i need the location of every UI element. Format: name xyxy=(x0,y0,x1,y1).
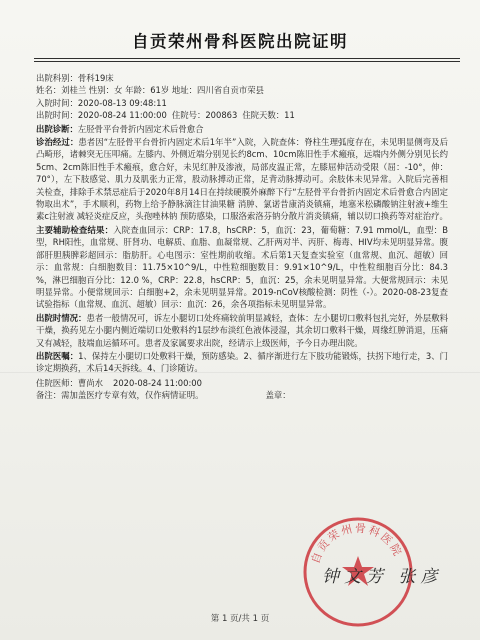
discharge-status-section xyxy=(36,312,448,349)
stay-days: 住院天数：11 xyxy=(242,110,295,121)
diagnosis-label: 出院诊断： xyxy=(36,123,78,134)
document-title: 自贡荣州骨科医院出院证明 xyxy=(132,32,348,51)
handwritten-signature: 钟文芳 张彦 xyxy=(322,567,443,587)
discharge-time: 出院时间：2020-08-24 11:00:00 xyxy=(36,110,167,121)
diagnosis-section xyxy=(36,123,448,135)
treatment-course-text: 患者因“左胫骨平台骨折内固定术后1年半”入院，入院查体：脊柱生理弧度存在，未见明显侧弯及后凸畸形，诸棘突无压叩痛。左膝内、外侧近端分别见长约8cm、10cm陈旧性手术瘢痕，远端内外侧分别见长约5cm、2cm陈旧性手术瘢痕，愈合好，未见红肿及渗液，局部皮温正常，左膝屈伸活动受限（屈：-10°，伸：70°），左下肢感觉、肌力及肌张力正常，股动脉搏动正常，足背动脉搏动可。余肢体未见异常。入院后完善相关检查，排除手术禁忌症后于2020年8月14日在持续硬膜外麻醉下行“左胫骨平台骨折内固定术后骨愈合内固定物取出术”，手术顺利，药物上给予静脉滴注甘油果糖 消肿、氯诺昔康消炎镇痛，地塞米松磷酸钠注射液+维生素c注射液 减轻炎症反应，头孢唑林钠 预防感染，口服洛索洛芬钠分散片消炎镇痛，辅以切口换药等对症治疗。 xyxy=(36,137,448,222)
seal-label: 盖章： xyxy=(265,390,291,401)
sign-date: 2020-08-24 11:00:00 xyxy=(113,377,202,388)
page-footer: 第 1 页/共 1 页 xyxy=(210,614,270,624)
discharge-status-label: 出院时情况： xyxy=(36,312,87,323)
seal-text: 自贡荣州骨科医院 xyxy=(308,521,405,566)
discharge-advice-label: 出院医嘱： xyxy=(36,350,79,361)
test-results-text: 入院查血回示：CRP：17.8，hsCRP：5，血沉：23，葡萄糖：7.91 mmol/L，血型：B型，RH阳性，血常规、肝肾功、电解质、血脂、血凝常规、乙肝两对半、丙肝、梅毒、HIV均未见明显异常。腹部肝胆胰脾彩超回示：脂肪肝。心电图示：室性期前收缩。术后第1天复查实验室（血常规、血沉、超敏）回示：血常规：白细胞数目：11.75×10^9/L，中性粒细胞数目：9.91×10^9/L，中性粒细胞百分比：84.3 %，淋巴细胞百分比：12.0 %，CRP：22.8，hsCRP：5，血沉：25，余未见明显异常。大便常规回示：未见明显异常。小便常规回示：白细胞+2，余未见明显异常。2019-nCoV核酸检测：阴性（-）。2020-08-23复查试验指标（血常规、血沉、超敏）回示：血沉：26，余各项指标未见明显异常。 xyxy=(36,224,448,310)
treatment-course-section xyxy=(36,136,448,223)
diagnosis-text: 左胫骨平台骨折内固定术后骨愈合 xyxy=(77,123,204,134)
test-results-label: 主要辅助检查结果： xyxy=(36,224,114,235)
discharge-advice-section xyxy=(36,350,448,375)
remark-line xyxy=(36,389,448,401)
treatment-course-label: 诊治经过： xyxy=(36,137,79,148)
test-results-section xyxy=(36,224,448,311)
admission-number: 住院号：200863 xyxy=(171,110,238,121)
discharge-status-text: 患者一般情况可，诉左小腿切口处疼痛较前明显减轻，查体：左小腿切口敷料包扎完好，外层敷料干燥，换药见左小腿内侧近端切口处敷料约1层纱布淡红色液体浸湿，其余切口敷料干燥，周缘红肿消退，压痛又有减轻，肢端血运循环可。患者及家属要求出院，经请示上级医师，予今日办理出院。 xyxy=(36,312,448,348)
remark-text: 备注：需加盖医疗专章有效，仅作病情证明。 xyxy=(36,390,204,401)
title-rule-bottom xyxy=(34,61,460,62)
admission-time: 入院时间：2020-08-13 09:48:11 xyxy=(36,97,167,108)
discharge-advice-text: 1、保持左小腿切口处敷料干燥，预防感染。2、循序渐进行左下肢功能锻炼，扶拐下地行走，3、门诊定期换药，术后14天拆线。4、门诊随访。 xyxy=(36,350,449,374)
patient-info-line: 姓名：刘桂兰 性别：女 年龄：61岁 地址：四川省自贡市荣县 xyxy=(36,85,265,96)
discharge-info-line xyxy=(36,109,448,121)
discharge-department: 出院科别：骨科19床 xyxy=(36,73,114,83)
resident-physician: 住院医师：曹尚水 xyxy=(36,377,103,388)
title-rule-top xyxy=(34,58,460,59)
certificate-body xyxy=(36,72,448,402)
physician-line xyxy=(36,377,448,389)
